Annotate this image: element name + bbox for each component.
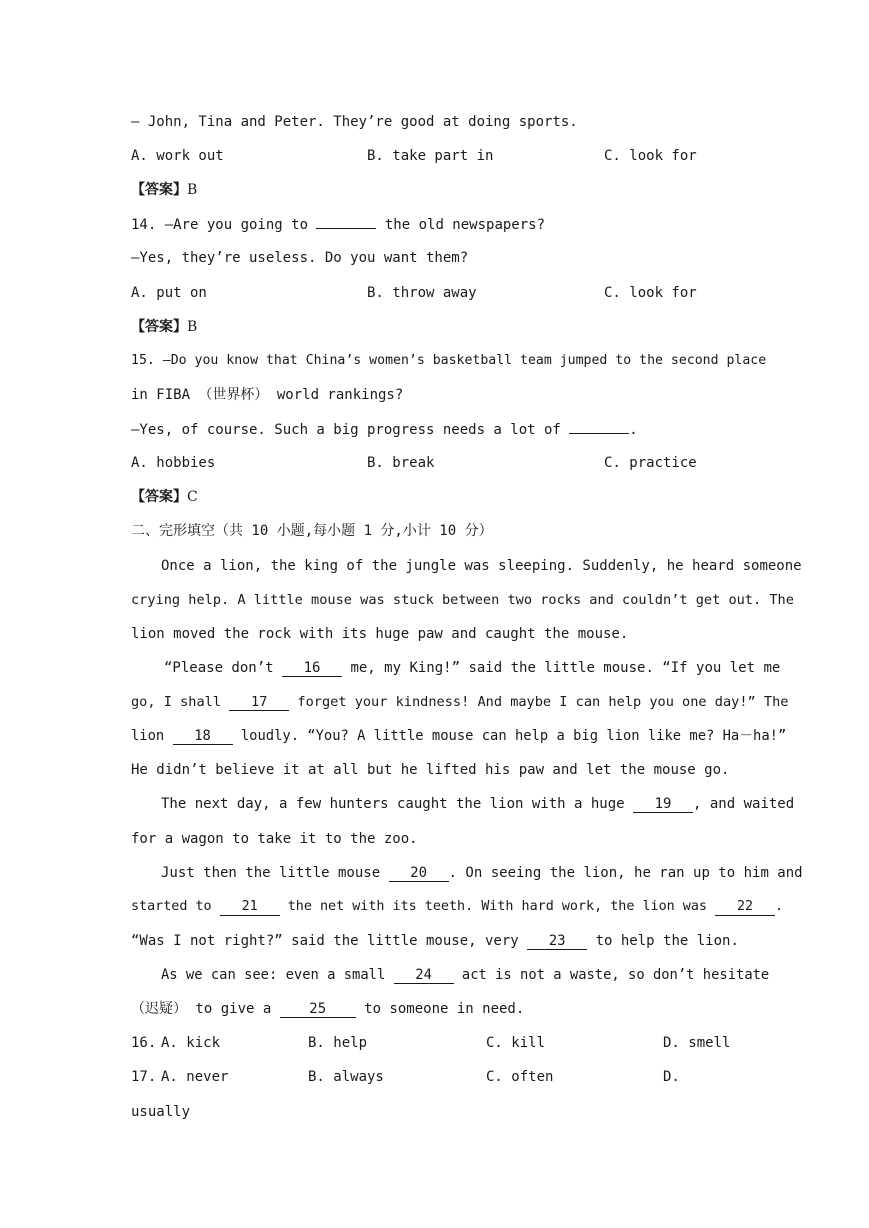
passage-p1-line1: Once a lion, the king of the jungle was sleeping. Suddenly, he heard someone <box>161 558 802 574</box>
blank-25: 25 <box>280 1001 356 1018</box>
q14-answer <box>131 317 197 337</box>
q13-option-c: C. look for <box>604 148 697 164</box>
text: “Was I not right?” said the little mouse, very <box>131 933 528 949</box>
q14-question <box>131 214 545 235</box>
q14-response: —Yes, they’re useless. Do you want them? <box>131 250 469 266</box>
q16-option-d: D. smell <box>663 1035 731 1051</box>
q17-number: 17. <box>131 1069 157 1085</box>
passage-p3-line2: for a wagon to take it to the zoo. <box>131 831 418 847</box>
q16-option-b: B. help <box>308 1035 368 1051</box>
answer-label: 【答案】 <box>131 182 187 198</box>
q17-option-c: C. often <box>486 1069 554 1085</box>
q15-option-c: C. practice <box>604 455 697 471</box>
blank-24: 24 <box>394 967 454 984</box>
q14-blank <box>316 214 376 229</box>
q13-answer <box>131 180 197 200</box>
text: lion <box>131 728 173 744</box>
q14-option-c: C. look for <box>604 285 697 301</box>
text: act is not a waste, so don’t hesitate <box>453 967 770 983</box>
q14-prefix: 14. —Are you going to <box>131 217 317 233</box>
blank-19: 19 <box>633 796 693 813</box>
passage-p2-line2 <box>131 692 788 712</box>
text: , and waited <box>693 796 795 812</box>
text: The next day, a few hunters caught the lion with a huge <box>161 796 634 812</box>
passage-p1-line3: lion moved the rock with its huge paw and caught the mouse. <box>131 626 629 642</box>
q17-option-d-text: usually <box>131 1104 191 1120</box>
q17-option-a: A. never <box>161 1069 229 1085</box>
text: forget your kindness! And maybe I can help you one day!” The <box>289 694 789 710</box>
text: . <box>775 899 784 914</box>
section-title: 二、完形填空（共 10 小题,每小题 1 分,小计 10 分） <box>131 523 493 539</box>
text: As we can see: even a small <box>161 967 394 983</box>
text: started to <box>131 899 220 914</box>
q14-option-b: B. throw away <box>367 285 477 301</box>
q15-answer <box>131 487 198 507</box>
answer-value: C <box>187 489 198 505</box>
q16-option-a: A. kick <box>161 1035 221 1051</box>
passage-p2-line1 <box>164 658 780 678</box>
text: Just then the little mouse <box>161 865 389 881</box>
text: （迟疑） to give a <box>131 1001 280 1017</box>
q13-response: — John, Tina and Peter. They’re good at doing sports. <box>131 114 578 130</box>
passage-p2-line4: He didn’t believe it at all but he lifted his paw and let the mouse go. <box>131 762 730 778</box>
q15-blank <box>569 419 629 434</box>
q17-option-b: B. always <box>308 1069 384 1085</box>
passage-p3-line1 <box>161 794 794 814</box>
q15-question-line1: 15. —Do you know that China’s women’s basketball team jumped to the second place <box>131 353 767 368</box>
q16-option-c: C. kill <box>486 1035 546 1051</box>
blank-22: 22 <box>715 899 775 916</box>
answer-label: 【答案】 <box>131 319 187 335</box>
q13-option-b: B. take part in <box>367 148 494 164</box>
q17-option-d: D. <box>663 1069 680 1085</box>
blank-16: 16 <box>282 660 342 677</box>
passage-p4-line2 <box>131 897 783 917</box>
passage-p2-line3 <box>131 726 786 746</box>
blank-18: 18 <box>173 728 233 745</box>
passage-p4-line1 <box>161 863 803 883</box>
blank-21: 21 <box>220 899 280 916</box>
text: me, my King!” said the little mouse. “If you let me <box>342 660 781 676</box>
q15-option-b: B. break <box>367 455 435 471</box>
passage-p5-line1 <box>161 965 769 985</box>
q15-response-prefix: —Yes, of course. Such a big progress needs a lot of <box>131 422 570 438</box>
q15-option-a: A. hobbies <box>131 455 216 471</box>
q16-number: 16. <box>131 1035 157 1051</box>
passage-p5-line2 <box>131 999 524 1019</box>
passage-p1-line2: crying help. A little mouse was stuck between two rocks and couldn’t get out. The <box>131 592 794 608</box>
text: go, I shall <box>131 694 230 710</box>
text: the net with its teeth. With hard work, the lion was <box>279 899 716 914</box>
q15-response <box>131 419 638 440</box>
q15-response-suffix: . <box>629 422 638 438</box>
q13-option-a: A. work out <box>131 148 224 164</box>
q14-suffix: the old newspapers? <box>376 217 546 233</box>
passage-p4-line3 <box>131 931 739 951</box>
text: “Please don’t <box>164 660 283 676</box>
text: . On seeing the lion, he ran up to him and <box>448 865 803 881</box>
text: loudly. “You? A little mouse can help a big lion like me? Ha－ha!” <box>232 728 787 744</box>
answer-value: B <box>187 182 198 198</box>
text: to help the lion. <box>587 933 739 949</box>
blank-23: 23 <box>527 933 587 950</box>
answer-label: 【答案】 <box>131 489 187 505</box>
blank-17: 17 <box>229 694 289 711</box>
text: to someone in need. <box>355 1001 525 1017</box>
q14-option-a: A. put on <box>131 285 207 301</box>
answer-value: B <box>187 319 198 335</box>
blank-20: 20 <box>389 865 449 882</box>
q15-question-line2: in FIBA （世界杯） world rankings? <box>131 387 404 403</box>
